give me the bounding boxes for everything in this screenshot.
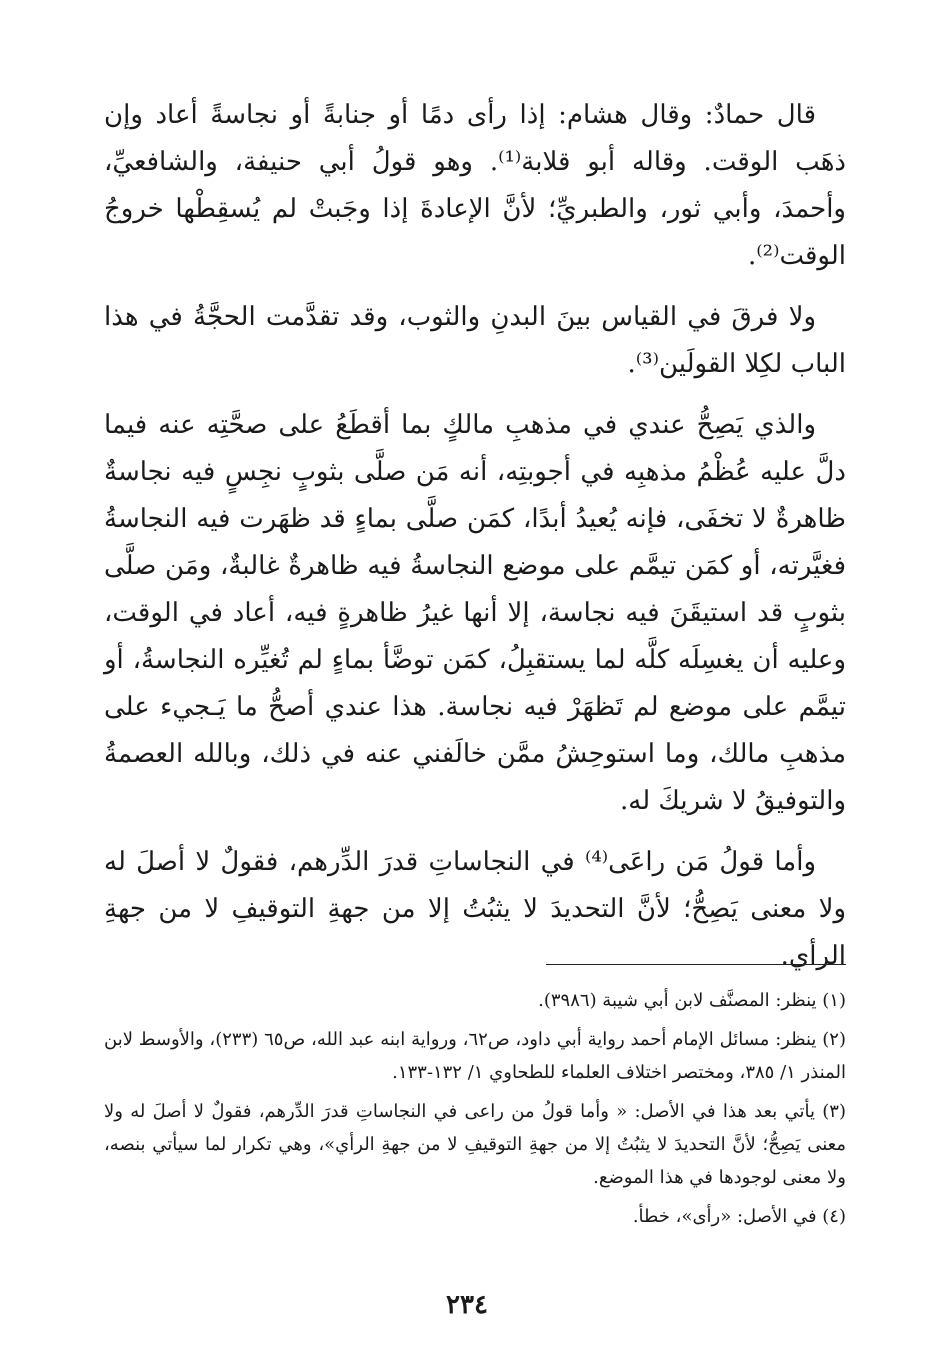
footnote-3: (٣) يأتي بعد هذا في الأصل: « وأما قولُ من راعى في النجاساتِ قدرَ الدِّرهم، فقولٌ لا أصلَ له ولا معنى يَصِحُّ؛ لأنَّ التحديدَ لا يثبُتُ إلا من جهةِ التوقيفِ لا من جهةِ الرأي»، وهي تكرار لما سيأتي بنصه، ولا معنى لوجودها في هذا الموضع. xyxy=(104,1101,846,1188)
footnote-4: (٤) في الأصل: «رأى»، خطأ. xyxy=(632,1206,846,1227)
paragraph-1: قال حمادٌ: وقال هشام: إذا رأى دمًا أو جنابةً أو نجاسةً أعاد وإن ذهَب الوقت. وقاله أبو قلابة⁽¹⁾. وهو قولُ أبي حنيفة، والشافعيِّ، وأحمدَ، وأبي ثور، والطبريِّ؛ لأنَّ الإعادةَ إذا وجَبتْ لم يُسقِطْها خروجُ الوقت⁽²⁾. xyxy=(104,100,846,271)
footnote-2: (٢) ينظر: مسائل الإمام أحمد رواية أبي داود، ص٦٢، ورواية ابنه عبد الله، ص٦٥ (٢٣٣)، والأوسط لابن المنذر ١/ ٣٨٥، ومختصر اختلاف العلماء للطحاوي ١/ ١٣٢-١٣٣. xyxy=(104,1029,846,1083)
paragraph-4: وأما قولُ مَن راعَى⁽⁴⁾ في النجاساتِ قدرَ الدِّرهم، فقولٌ لا أصلَ له ولا معنى يَصِحُّ؛ لأنَّ التحديدَ لا يثبُتُ إلا من جهةِ التوقيفِ لا من جهةِ الرأي. xyxy=(104,847,846,971)
footnote-divider xyxy=(546,964,846,965)
page-number: ٢٣٤ xyxy=(446,1290,488,1320)
paragraph-3: والذي يَصِحُّ عندي في مذهبِ مالكٍ بما أقطَعُ على صحَّتِه عنه فيما دلَّ عليه عُظْمُ مذهبِه في أجوبتِه، أنه مَن صلَّى بثوبٍ نجِسٍ فيه نجاسةٌ ظاهرةٌ لا تخفَى، فإنه يُعيدُ أبدًا، كمَن صلَّى بماءٍ قد ظهَرت فيه النجاسةُ فغيَّرته، أو كمَن تيمَّم على موضع النجاسةُ فيه ظاهرةٌ غالبةٌ، ومَن صلَّى بثوبٍ قد استيقَنَ فيه نجاسة، إلا أنها غيرُ ظاهرةٍ فيه، أعاد في الوقت، وعليه أن يغسِلَه كلَّه لما يستقبِلُ، كمَن توضَّأ بماءٍ لم تُغيِّره النجاسةُ، أو تيمَّم على موضع لم تَظهَرْ فيه نجاسة. هذا عندي أصحُّ ما يَـجيء على مذهبِ مالك، وما استوحِشُ ممَّن خالَفني عنه في ذلك، وبالله العصمةُ والتوفيقُ لا شريكَ له. xyxy=(104,410,846,816)
main-text xyxy=(104,92,846,994)
footnote-1: (١) ينظر: المصنَّف لابن أبي شيبة (٣٩٨٦). xyxy=(538,990,846,1011)
paragraph-2: ولا فرقَ في القياس بينَ البدنِ والثوب، وقد تقدَّمت الحجَّةُ في هذا الباب لكِلا القولَين⁽³⁾. xyxy=(104,302,846,379)
footnotes xyxy=(104,984,846,1239)
